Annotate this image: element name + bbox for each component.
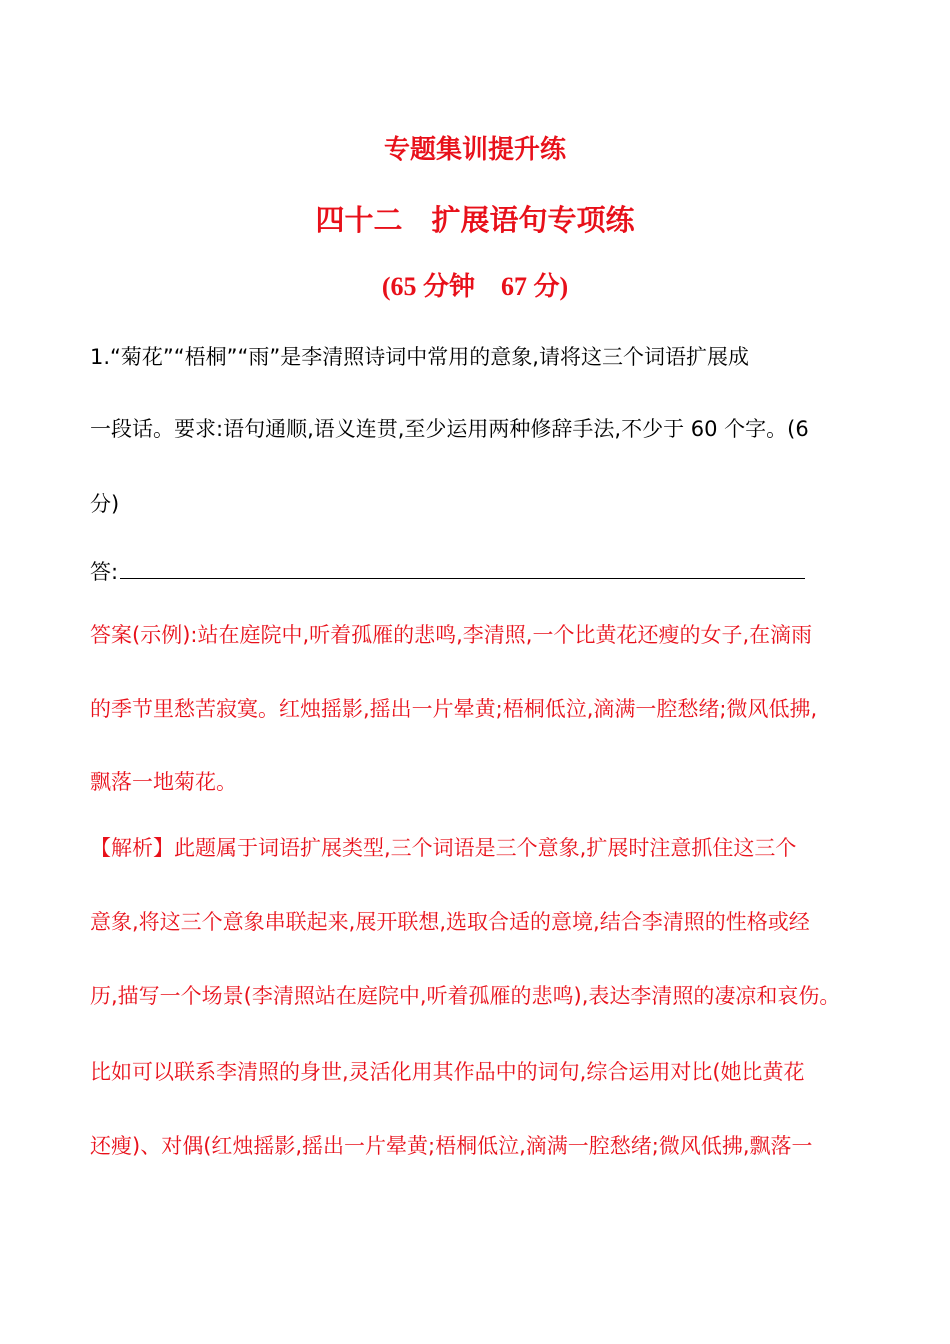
analysis-line-5: 还瘦)、对偶(红烛摇影,摇出一片晕黄;梧桐低泣,滴满一腔愁绪;微风低拂,飘落一	[90, 1134, 813, 1158]
question-line-2: 一段话。要求:语句通顺,语义连贯,至少运用两种修辞手法,不少于 60 个字。(6	[90, 417, 809, 441]
answer-line-2: 的季节里愁苦寂寞。红烛摇影,摇出一片晕黄;梧桐低泣,滴满一腔愁绪;微风低拂,	[90, 697, 818, 721]
analysis-line-1: 【解析】此题属于词语扩展类型,三个词语是三个意象,扩展时注意抓住这三个	[90, 836, 797, 860]
analysis-line-2: 意象,将这三个意象串联起来,展开联想,选取合适的意境,结合李清照的性格或经	[90, 910, 810, 934]
answer-field[interactable]	[90, 556, 870, 587]
answer-line-3: 飘落一地菊花。	[90, 770, 237, 794]
analysis-line-3: 历,描写一个场景(李清照站在庭院中,听着孤雁的悲鸣),表达李清照的凄凉和哀伤。	[90, 984, 841, 1008]
time-score: (65 分钟 67 分)	[381, 272, 569, 301]
answer-label: 答:	[90, 560, 119, 584]
answer-line-1: 答案(示例):站在庭院中,听着孤雁的悲鸣,李清照,一个比黄花还瘦的女子,在滴雨	[90, 623, 813, 647]
unit-title: 四十二 扩展语句专项练	[315, 203, 635, 237]
series-title: 专题集训提升练	[383, 135, 566, 165]
question-line-3: 分)	[90, 492, 120, 516]
analysis-line-4: 比如可以联系李清照的身世,灵活化用其作品中的词句,综合运用对比(她比黄花	[90, 1060, 805, 1084]
question-line-1: 1.“菊花”“梧桐”“雨”是李清照诗词中常用的意象,请将这三个词语扩展成	[90, 345, 749, 369]
answer-blank-line[interactable]	[120, 556, 805, 579]
